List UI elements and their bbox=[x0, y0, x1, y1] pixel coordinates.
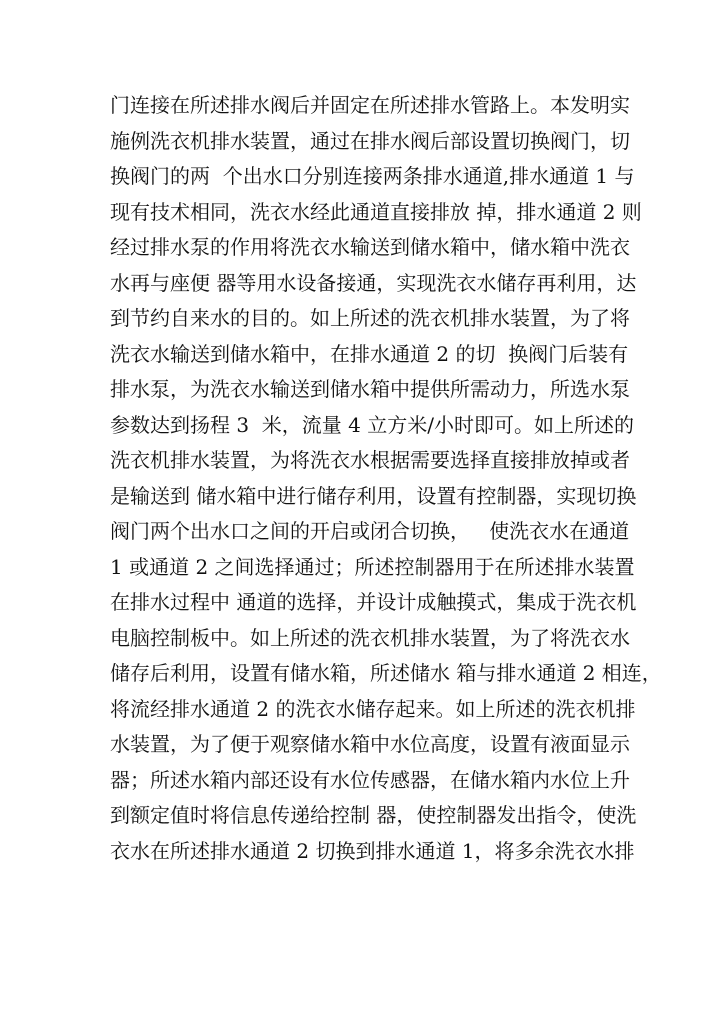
text-line: 1 或通道 2 之间选择通过；所述控制器用于在所述排水装置 bbox=[110, 554, 635, 579]
text-line: 到额定值时将信息传递给控制 器，使控制器发出指令，使洗 bbox=[110, 803, 637, 827]
text-line: 水装置，为了便于观察储水箱中水位高度，设置有液面显示 bbox=[110, 732, 630, 756]
text-line: 在排水过程中 通道的选择，并设计成触摸式，集成于洗衣机 bbox=[110, 590, 637, 614]
text-line: 储存后利用，设置有储水箱，所述储水 箱与排水通道 2 相连， bbox=[110, 661, 662, 685]
text-line: 经过排水泵的作用将洗衣水输送到储水箱中，储水箱中洗衣 bbox=[110, 235, 630, 259]
text-line: 施例洗衣机排水装置，通过在排水阀后部设置切换阀门，切 bbox=[110, 128, 630, 153]
text-line: 衣水在所述排水通道 2 切换到排水通道 1，将多余洗衣水排 bbox=[110, 838, 635, 863]
text-line: 阀门两个出水口之间的开启或闭合切换， 使洗衣水在通道 bbox=[110, 519, 630, 543]
text-line: 现有技术相同，洗衣水经此通道直接排放 掉，排水通道 2 则 bbox=[110, 199, 642, 224]
text-line: 电脑控制板中。如上所述的洗衣机排水装置，为了将洗衣水 bbox=[110, 625, 630, 650]
text-line: 洗衣水输送到储水箱中，在排水通道 2 的切 换阀门后装有 bbox=[110, 341, 629, 366]
text-line: 排水泵，为洗衣水输送到储水箱中提供所需动力，所选水泵 bbox=[110, 377, 630, 401]
text-line: 是输送到 储水箱中进行储存利用，设置有控制器，实现切换 bbox=[110, 483, 637, 508]
text-line: 水再与座便 器等用水设备接通，实现洗衣水储存再利用，达 bbox=[110, 270, 637, 295]
text-line: 参数达到扬程 3 米，流量 4 立方米/小时即可。如上所述的 bbox=[110, 412, 634, 437]
text-line: 洗衣机排水装置，为将洗衣水根据需要选择直接排放掉或者 bbox=[110, 448, 630, 472]
text-line: 将流经排水通道 2 的洗衣水储存起来。如上所述的洗衣机排 bbox=[110, 696, 636, 721]
text-line: 到节约自来水的目的。如上所述的洗衣机排水装置，为了将 bbox=[110, 306, 630, 330]
text-line: 器；所述水箱内部还设有水位传感器，在储水箱内水位上升 bbox=[110, 767, 630, 792]
text-line: 门连接在所述排水阀后并固定在所述排水管路上。本发明实 bbox=[110, 93, 630, 117]
text-line: 换阀门的两 个出水口分别连接两条排水通道,排水通道 1 与 bbox=[110, 164, 635, 188]
body-text bbox=[110, 88, 662, 869]
